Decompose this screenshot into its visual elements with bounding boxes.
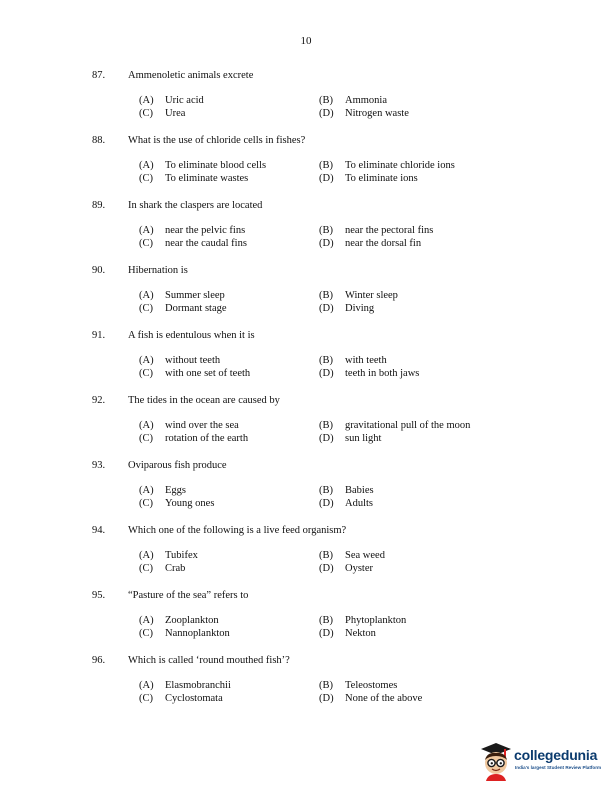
- question-text: The tides in the ocean are caused by: [128, 395, 280, 406]
- logo-wordmark: collegedunia: [514, 747, 598, 763]
- option-label: (D): [319, 173, 334, 184]
- option-label: (B): [319, 225, 333, 236]
- answer-option: [319, 302, 374, 315]
- answer-options: [139, 159, 519, 187]
- answer-option: [139, 159, 266, 172]
- question-text: A fish is edentulous when it is: [128, 330, 255, 341]
- answer-option: [139, 237, 247, 250]
- answer-option: [319, 614, 406, 627]
- option-text: near the caudal fins: [165, 238, 247, 249]
- answer-option: [139, 562, 185, 575]
- question-text: What is the use of chloride cells in fishes?: [128, 135, 306, 146]
- answer-option: [139, 484, 186, 497]
- page-number: 10: [300, 35, 312, 47]
- option-text: Babies: [345, 485, 374, 496]
- option-label: (C): [139, 238, 153, 249]
- question-row: [92, 199, 532, 213]
- answer-options: [139, 614, 519, 642]
- option-text: wind over the sea: [165, 420, 239, 431]
- option-text: Teleostomes: [345, 680, 398, 691]
- option-text: Crab: [165, 563, 186, 574]
- answer-options: [139, 289, 519, 317]
- answer-options: [139, 354, 519, 382]
- answer-option: [139, 354, 220, 367]
- answer-option: [139, 679, 231, 692]
- answer-option: [139, 497, 214, 510]
- question-number: 94.: [92, 525, 106, 536]
- option-label: (C): [139, 498, 153, 509]
- option-text: Tubifex: [165, 550, 198, 561]
- option-label: (B): [319, 420, 333, 431]
- option-label: (B): [319, 550, 333, 561]
- option-label: (B): [319, 160, 333, 171]
- option-text: teeth in both jaws: [345, 368, 420, 379]
- option-label: (B): [319, 95, 333, 106]
- answer-options: [139, 94, 519, 122]
- answer-option: [319, 354, 387, 367]
- answer-option: [139, 289, 225, 302]
- question-number: 93.: [92, 460, 106, 471]
- option-text: Uric acid: [165, 95, 204, 106]
- answer-option: [139, 107, 185, 120]
- question-text: Which one of the following is a live feed organism?: [128, 525, 347, 536]
- option-label: (C): [139, 368, 153, 379]
- option-label: (B): [319, 355, 333, 366]
- answer-options: [139, 679, 519, 707]
- answer-option: [319, 94, 387, 107]
- answer-option: [319, 432, 381, 445]
- option-label: (C): [139, 628, 153, 639]
- option-label: (D): [319, 498, 334, 509]
- question-number: 92.: [92, 395, 106, 406]
- option-label: (A): [139, 290, 154, 301]
- answer-option: [139, 549, 198, 562]
- answer-option: [319, 419, 470, 432]
- option-text: near the pelvic fins: [165, 225, 246, 236]
- question-row: [92, 264, 532, 278]
- option-text: sun light: [345, 433, 382, 444]
- option-label: (A): [139, 355, 154, 366]
- option-label: (B): [319, 615, 333, 626]
- answer-option: [319, 367, 419, 380]
- question-block: [92, 329, 532, 394]
- option-text: Adults: [345, 498, 374, 509]
- question-number: 89.: [92, 200, 106, 211]
- option-label: (D): [319, 628, 334, 639]
- answer-option: [139, 367, 250, 380]
- option-label: (B): [319, 680, 333, 691]
- answer-options: [139, 224, 519, 252]
- answer-options: [139, 419, 519, 447]
- option-text: without teeth: [165, 355, 221, 366]
- answer-option: [319, 692, 422, 705]
- question-row: [92, 459, 532, 473]
- option-label: (D): [319, 303, 334, 314]
- option-text: Winter sleep: [345, 290, 398, 301]
- student-mascot-icon: [478, 741, 514, 781]
- option-text: To eliminate blood cells: [165, 160, 267, 171]
- option-text: Ammonia: [345, 95, 387, 106]
- option-text: Nitrogen waste: [345, 108, 409, 119]
- option-text: Sea weed: [345, 550, 385, 561]
- logo-tagline: India's largest Student Review Platform: [515, 765, 602, 770]
- question-number: 90.: [92, 265, 106, 276]
- option-text: None of the above: [345, 693, 423, 704]
- question-text: Which is called ‘round mouthed fish’?: [128, 655, 290, 666]
- question-block: [92, 654, 532, 719]
- question-text: Ammenoletic animals excrete: [128, 70, 254, 81]
- question-row: [92, 524, 532, 538]
- question-block: [92, 199, 532, 264]
- answer-option: [319, 549, 385, 562]
- answer-option: [319, 627, 376, 640]
- option-label: (A): [139, 95, 154, 106]
- answer-option: [319, 289, 398, 302]
- option-label: (D): [319, 563, 334, 574]
- question-block: [92, 69, 532, 134]
- option-label: (B): [319, 485, 333, 496]
- option-label: (D): [319, 693, 334, 704]
- answer-option: [139, 302, 227, 315]
- question-row: [92, 394, 532, 408]
- option-label: (D): [319, 108, 334, 119]
- option-text: Cyclostomata: [165, 693, 223, 704]
- option-label: (A): [139, 615, 154, 626]
- answer-option: [319, 159, 455, 172]
- question-row: [92, 329, 532, 343]
- option-text: Dormant stage: [165, 303, 227, 314]
- option-label: (C): [139, 108, 153, 119]
- option-label: (C): [139, 693, 153, 704]
- option-text: Young ones: [165, 498, 215, 509]
- answer-option: [319, 237, 421, 250]
- answer-option: [139, 614, 219, 627]
- question-number: 87.: [92, 70, 106, 81]
- answer-option: [139, 627, 230, 640]
- option-text: with one set of teeth: [165, 368, 251, 379]
- question-number: 96.: [92, 655, 106, 666]
- question-text: In shark the claspers are located: [128, 200, 263, 211]
- question-row: [92, 654, 532, 668]
- option-label: (C): [139, 563, 153, 574]
- question-block: [92, 394, 532, 459]
- question-block: [92, 264, 532, 329]
- question-text: Hibernation is: [128, 265, 188, 276]
- option-text: with teeth: [345, 355, 387, 366]
- option-text: Summer sleep: [165, 290, 225, 301]
- question-row: [92, 134, 532, 148]
- answer-option: [139, 692, 223, 705]
- option-label: (C): [139, 173, 153, 184]
- option-text: Nekton: [345, 628, 376, 639]
- answer-option: [139, 224, 245, 237]
- option-text: rotation of the earth: [165, 433, 249, 444]
- question-number: 88.: [92, 135, 106, 146]
- option-text: Nannoplankton: [165, 628, 230, 639]
- answer-option: [319, 497, 373, 510]
- question-block: [92, 589, 532, 654]
- option-text: Phytoplankton: [345, 615, 407, 626]
- question-number: 91.: [92, 330, 106, 341]
- option-label: (B): [319, 290, 333, 301]
- answer-option: [319, 107, 409, 120]
- answer-option: [319, 562, 373, 575]
- question-text: “Pasture of the sea” refers to: [128, 590, 249, 601]
- answer-options: [139, 484, 519, 512]
- answer-option: [139, 172, 248, 185]
- answer-option: [319, 679, 397, 692]
- option-text: gravitational pull of the moon: [345, 420, 471, 431]
- question-number: 95.: [92, 590, 106, 601]
- question-block: [92, 459, 532, 524]
- question-text: Oviparous fish produce: [128, 460, 227, 471]
- option-text: To eliminate wastes: [165, 173, 249, 184]
- answer-option: [139, 432, 248, 445]
- option-label: (D): [319, 238, 334, 249]
- collegedunia-logo: [478, 741, 608, 781]
- option-text: Urea: [165, 108, 186, 119]
- question-row: [92, 69, 532, 83]
- option-label: (A): [139, 160, 154, 171]
- option-text: Zooplankton: [165, 615, 219, 626]
- option-text: To eliminate ions: [345, 173, 418, 184]
- option-label: (A): [139, 225, 154, 236]
- option-label: (A): [139, 420, 154, 431]
- answer-options: [139, 549, 519, 577]
- option-text: Oyster: [345, 563, 373, 574]
- option-text: Elasmobranchii: [165, 680, 231, 691]
- option-label: (C): [139, 433, 153, 444]
- option-text: Diving: [345, 303, 375, 314]
- option-text: To eliminate chloride ions: [345, 160, 455, 171]
- answer-option: [139, 94, 204, 107]
- question-row: [92, 589, 532, 603]
- option-label: (A): [139, 485, 154, 496]
- option-label: (A): [139, 680, 154, 691]
- answer-option: [319, 484, 374, 497]
- option-text: Eggs: [165, 485, 186, 496]
- option-text: near the dorsal fin: [345, 238, 422, 249]
- option-label: (D): [319, 433, 334, 444]
- option-text: near the pectoral fins: [345, 225, 434, 236]
- question-block: [92, 524, 532, 589]
- option-label: (D): [319, 368, 334, 379]
- option-label: (A): [139, 550, 154, 561]
- answer-option: [139, 419, 239, 432]
- option-label: (C): [139, 303, 153, 314]
- answer-option: [319, 224, 433, 237]
- question-block: [92, 134, 532, 199]
- question-list: [92, 69, 532, 719]
- answer-option: [319, 172, 418, 185]
